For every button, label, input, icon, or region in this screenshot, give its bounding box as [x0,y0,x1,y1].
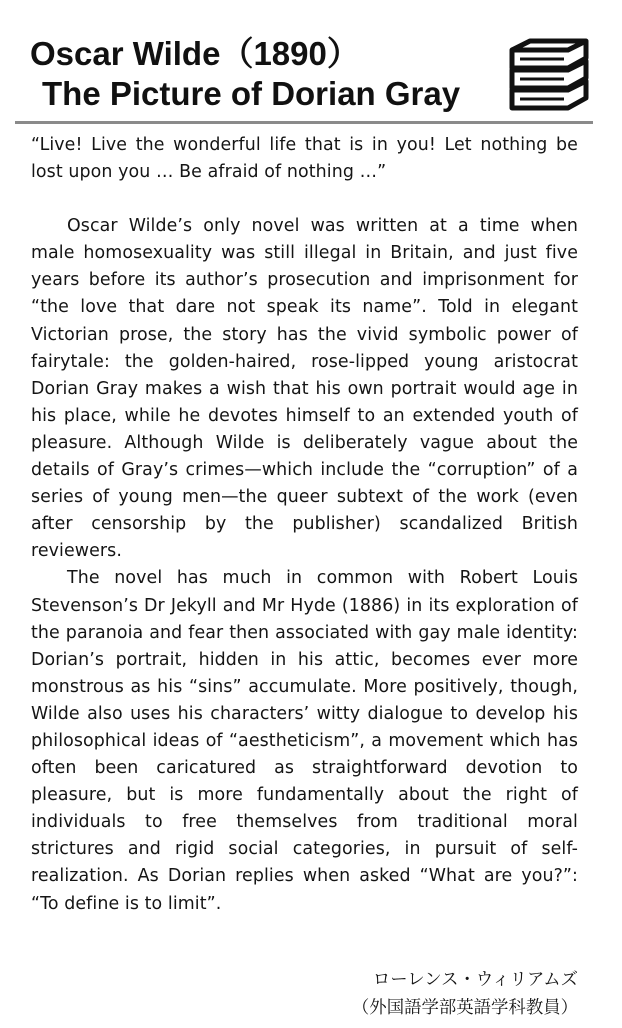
paragraph-2: The novel has much in common with Robert Louis Stevenson’s Dr Jekyll and Mr Hyde (1886) in its exploration of the paranoia and fear then associated with gay male identity: Dorian’s portrait, hidden in his attic, becomes ever more monstrous as his “sins” accumulate. More positively, though, Wilde also uses his characters’ witty dialogue to develop his philosophical ideas of “aestheticism”, a movement which has often been caricatured as straightforward devotion to pleasure, but is more fundamentally about the right of individuals to free themselves from traditional moral strictures and rigid social categories, in pursuit of self-realization. As Dorian replies when asked “What are you?”: “To define is to limit”. [31,568,578,914]
book-stack-icon [506,34,590,114]
paragraph-1: Oscar Wilde’s only novel was written at a time when male homosexuality was still illegal in Britain, and just five years before its author’s prosecution and imprisonment for “the love that dare not speak its name”. Told in elegant Victorian prose, the story has the vivid symbolic power of fairytale: the golden-haired, rose-lipped young aristocrat Dorian Gray makes a wish that his own portrait would age in his place, while he devotes himself to an extended youth of pleasure. Although Wilde is deliberately vague about the details of Gray’s crimes—which include the “corruption” of a series of young men—the queer subtext of the work (even after censorship by the publisher) scandalized British reviewers. [31,216,578,562]
header-divider [15,121,593,124]
signature [352,966,578,1022]
epigraph-quote: “Live! Live the wonderful life that is in you! Let nothing be lost upon you … Be afraid of nothing …” [31,135,578,183]
author-affiliation: （外国語学部英語学科教員） [351,998,578,1018]
article-body [31,132,578,918]
header [0,0,622,122]
author-name: ローレンス・ウィリアムズ [372,970,578,990]
title-author-year: Oscar Wilde（1890） [30,35,360,72]
title-book: The Picture of Dorian Gray [42,75,461,112]
